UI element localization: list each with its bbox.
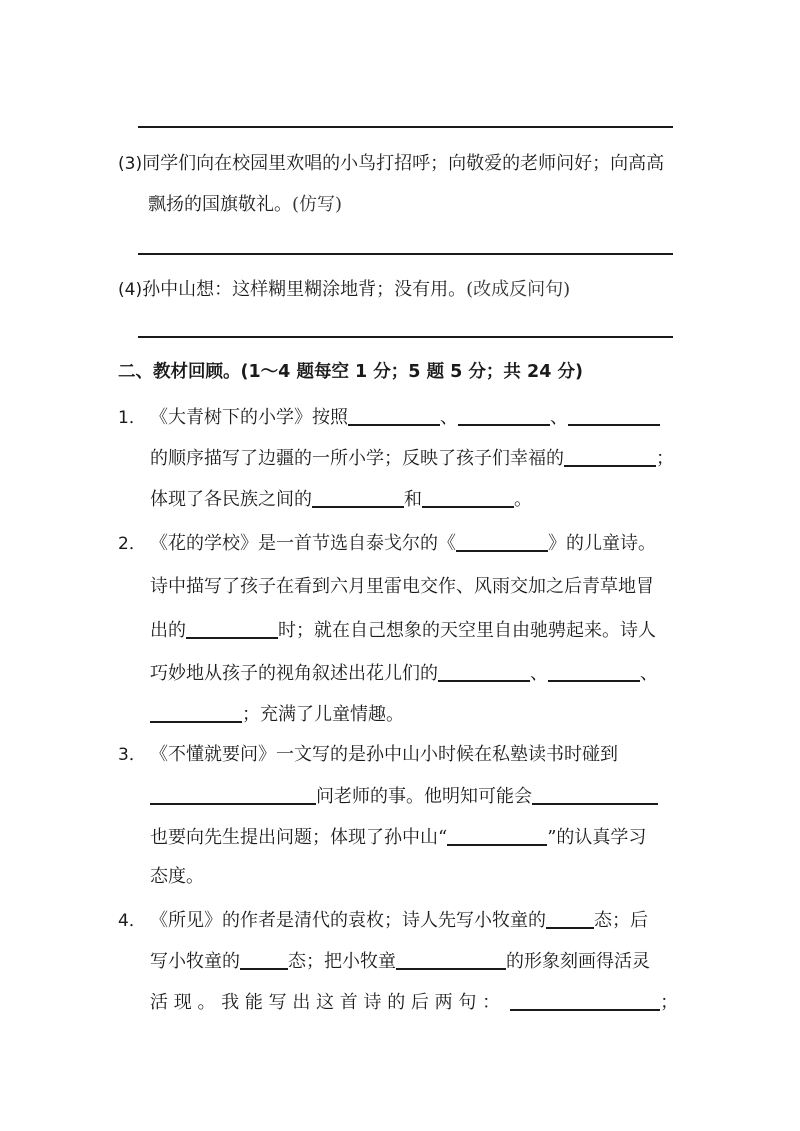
item-text: 、 — [640, 663, 658, 684]
fill-blank[interactable] — [458, 404, 550, 426]
item-text: 、 — [550, 407, 568, 428]
item-text: 态度。 — [150, 866, 204, 887]
item-text: 诗中描写了孩子在看到六月里雷电交作、风雨交加之后青草地冒 — [150, 576, 654, 597]
item-2-line2 — [150, 574, 654, 600]
item-text: 态；后 — [594, 910, 648, 931]
fill-blank[interactable] — [447, 824, 547, 846]
question-4-line1 — [118, 277, 570, 303]
item-text: 的形象刻画得活灵 — [506, 951, 650, 972]
item-text: 问老师的事。他明知可能会 — [316, 786, 532, 807]
fill-blank[interactable] — [438, 660, 530, 682]
question-3-line1 — [118, 151, 664, 177]
item-4-line2 — [150, 948, 650, 975]
fill-blank[interactable] — [546, 907, 594, 929]
question-text: 飘扬的国旗敬礼。 — [148, 194, 292, 215]
item-text: 》的儿童诗。 — [548, 533, 656, 554]
question-number: (4) — [118, 280, 143, 300]
item-text: 的顺序描写了边疆的一所小学；反映了孩子们幸福的 — [150, 448, 564, 469]
item-text: 《花的学校》是一首节选自泰戈尔的《 — [150, 533, 456, 554]
fill-blank[interactable] — [564, 445, 656, 467]
fill-blank[interactable] — [186, 617, 278, 639]
question-3-line2 — [148, 192, 342, 218]
fill-blank[interactable] — [348, 404, 440, 426]
item-text: ；充满了儿童情趣。 — [242, 704, 404, 725]
item-text: 《不懂就要问》一文写的是孙中山小时候在私塾读书时碰到 — [150, 744, 618, 765]
item-number: 1． — [118, 408, 146, 428]
fill-blank[interactable] — [422, 486, 514, 508]
item-text: 、 — [440, 407, 458, 428]
item-2-line5 — [150, 701, 404, 728]
item-text: 巧妙地从孩子的视角叙述出花儿们的 — [150, 663, 438, 684]
item-1-line1 — [118, 404, 660, 431]
item-4-line1 — [118, 907, 648, 934]
item-text: ； — [656, 448, 674, 469]
item-2-line4 — [150, 660, 658, 687]
answer-line — [138, 126, 673, 128]
question-tag: (仿写) — [292, 194, 343, 215]
section-heading: 二、教材回顾。(1～4 题每空 1 分；5 题 5 分；共 24 分) — [118, 362, 583, 382]
fill-blank[interactable] — [150, 783, 316, 805]
item-text: 出的 — [150, 620, 186, 641]
item-text: 体现了各民族之间的 — [150, 489, 312, 510]
fill-blank[interactable] — [510, 989, 660, 1011]
item-1-line2 — [150, 445, 674, 472]
fill-blank[interactable] — [548, 660, 640, 682]
item-2-line3 — [150, 617, 656, 644]
item-number: 3． — [118, 745, 146, 765]
item-text: 《所见》的作者是清代的袁枚；诗人先写小牧童的 — [150, 910, 546, 931]
question-text: 孙中山想：这样糊里糊涂地背；没有用。 — [142, 279, 467, 300]
item-text: ； — [660, 992, 679, 1013]
item-3-line3 — [150, 824, 646, 851]
item-text: 和 — [404, 489, 422, 510]
item-4-line3 — [150, 989, 678, 1016]
item-3-line1 — [118, 742, 618, 768]
question-tag: (改成反问句) — [466, 279, 571, 300]
item-3-line2 — [150, 783, 658, 810]
fill-blank[interactable] — [150, 701, 242, 723]
item-text: 写小牧童的 — [150, 951, 240, 972]
answer-line — [138, 336, 673, 338]
question-text: 同学们向在校园里欢唱的小鸟打招呼；向敬爱的老师问好；向高高 — [142, 153, 665, 174]
item-text: ”的认真学习 — [547, 827, 647, 848]
item-text: 。 — [514, 489, 532, 510]
item-text: 《大青树下的小学》按照 — [150, 407, 348, 428]
item-1-line3 — [150, 486, 532, 513]
fill-blank[interactable] — [396, 948, 506, 970]
question-number: (3) — [118, 154, 143, 174]
item-3-line4 — [150, 864, 204, 890]
item-text: 态；把小牧童 — [288, 951, 396, 972]
item-text: 活 现 。 我 能 写 出 这 首 诗 的 后 两 句 ： — [150, 992, 501, 1013]
item-text: 时；就在自己想象的天空里自由驰骋起来。诗人 — [278, 620, 656, 641]
answer-line — [138, 253, 673, 255]
fill-blank[interactable] — [312, 486, 404, 508]
item-text: 、 — [530, 663, 548, 684]
item-number: 4． — [118, 911, 146, 931]
fill-blank[interactable] — [240, 948, 288, 970]
item-text: 也要向先生提出问题；体现了孙中山“ — [150, 827, 448, 848]
fill-blank[interactable] — [456, 530, 548, 552]
item-number: 2． — [118, 534, 146, 554]
fill-blank[interactable] — [568, 404, 660, 426]
item-2-line1 — [118, 530, 656, 557]
fill-blank[interactable] — [532, 783, 658, 805]
